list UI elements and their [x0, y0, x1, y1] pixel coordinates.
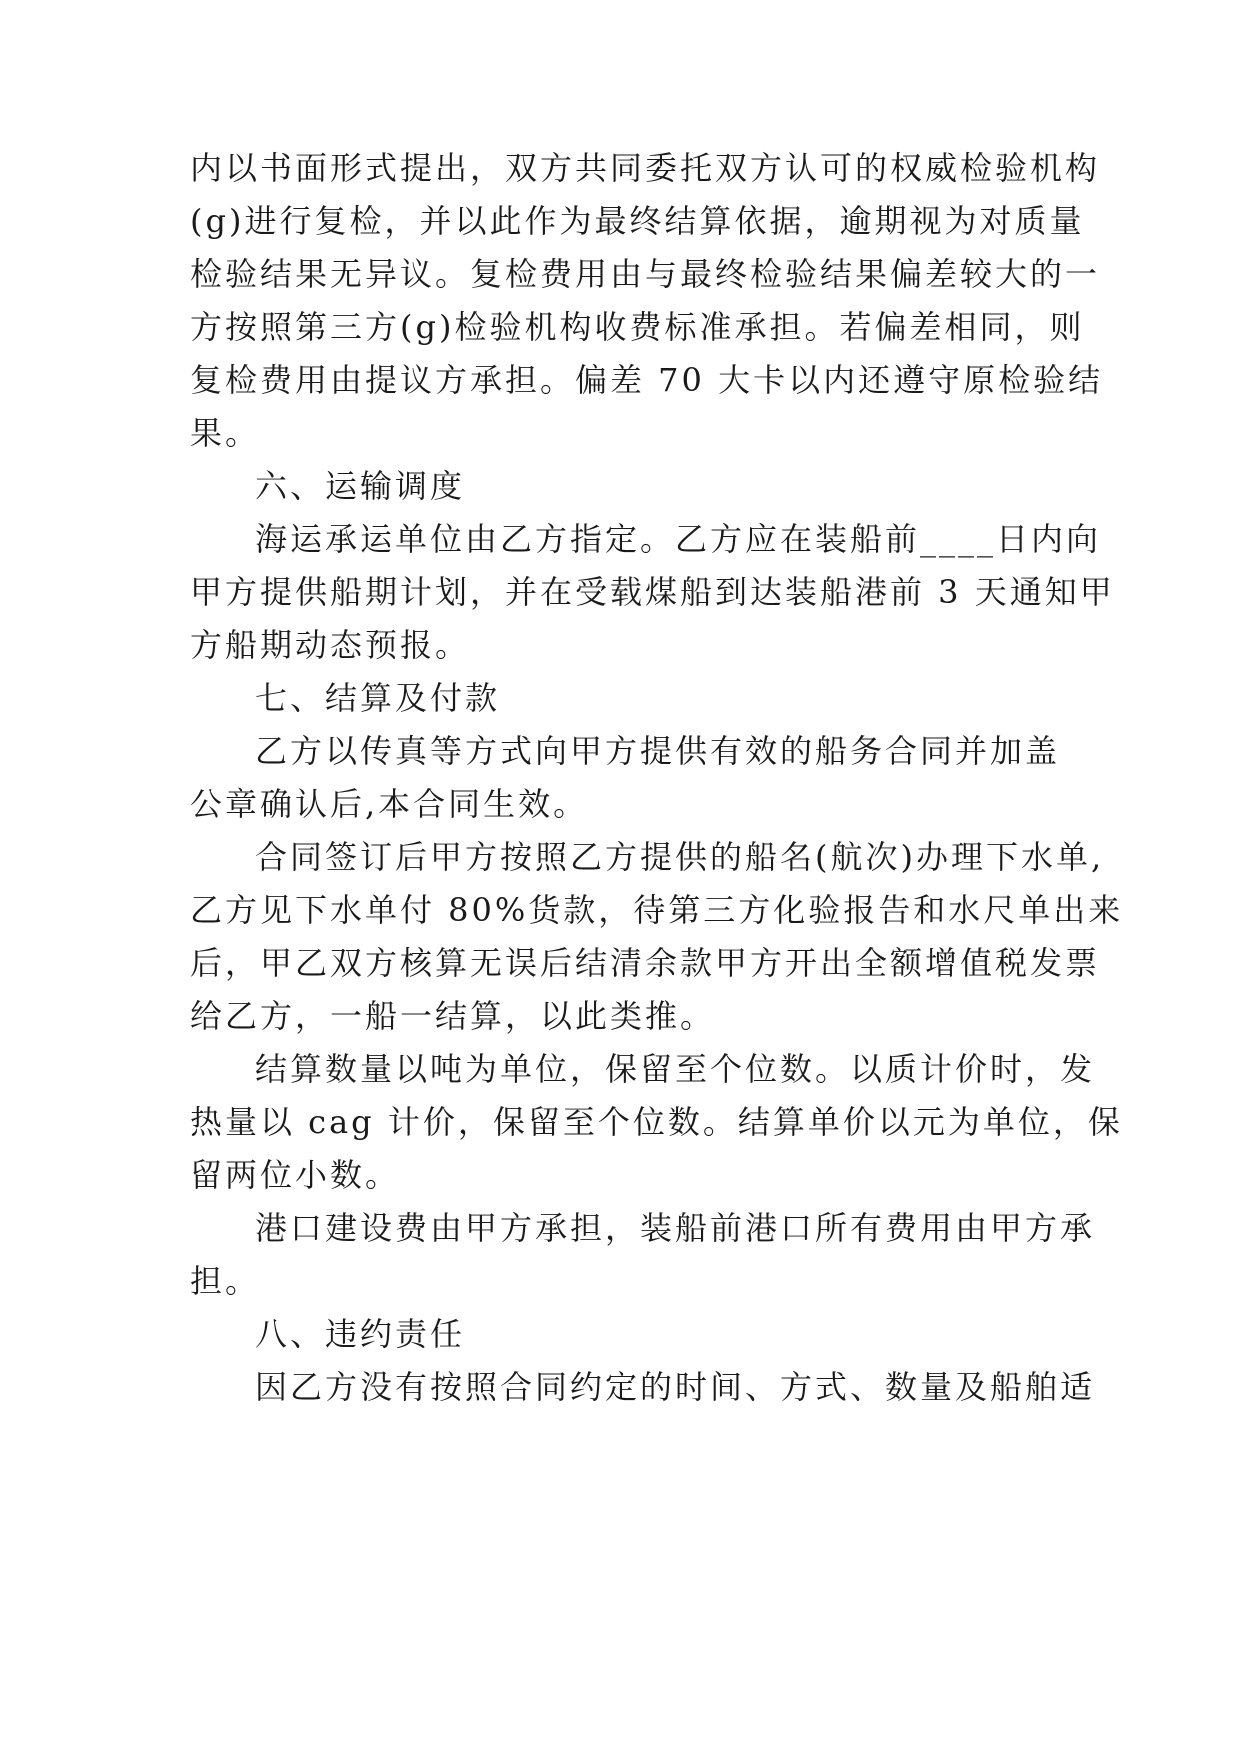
- text-line: 担。: [190, 1262, 261, 1300]
- text-line: 后，甲乙双方核算无误后结清余款甲方开出全额增值税发票: [190, 944, 1101, 982]
- text-line: 海运承运单位由乙方指定。乙方应在装船前____日内向: [255, 520, 1102, 558]
- text-line: 果。: [190, 414, 261, 452]
- text-line: 结算数量以吨为单位，保留至个位数。以质计价时，发: [255, 1050, 1096, 1088]
- section-heading: 八、违约责任: [255, 1315, 466, 1353]
- text-line: 乙方见下水单付 80%货款，待第三方化验报告和水尺单出来: [190, 891, 1124, 929]
- text-line: 合同签订后甲方按照乙方提供的船名(航次)办理下水单,: [255, 838, 1105, 876]
- text-line: 方船期动态预报。: [190, 626, 471, 664]
- text-line: 甲方提供船期计划，并在受载煤船到达装船港前 3 天通知甲: [190, 573, 1115, 611]
- text-line: 复检费用由提议方承担。偏差 70 大卡以内还遵守原检验结: [190, 361, 1104, 399]
- text-line: 给乙方，一船一结算，以此类推。: [190, 997, 716, 1035]
- text-line: 热量以 cag 计价，保留至个位数。结算单价以元为单位，保: [190, 1103, 1123, 1141]
- section-heading: 六、运输调度: [255, 467, 466, 505]
- text-line: 因乙方没有按照合同约定的时间、方式、数量及船舶适: [255, 1368, 1096, 1406]
- text-line: 检验结果无异议。复检费用由与最终检验结果偏差较大的一: [190, 255, 1101, 293]
- text-line: 港口建设费由甲方承担，装船前港口所有费用由甲方承: [255, 1209, 1096, 1247]
- text-line: 公章确认后,本合同生效。: [190, 785, 589, 823]
- section-heading: 七、结算及付款: [255, 679, 501, 717]
- text-line: 内以书面形式提出，双方共同委托双方认可的权威检验机构: [190, 149, 1101, 187]
- text-line: (g)进行复检，并以此作为最终结算依据，逾期视为对质量: [190, 202, 1085, 240]
- text-line: 方按照第三方(g)检验机构收费标准承担。若偏差相同，则: [190, 308, 1085, 346]
- text-line: 乙方以传真等方式向甲方提供有效的船务合同并加盖: [255, 732, 1061, 770]
- text-line: 留两位小数。: [190, 1156, 401, 1194]
